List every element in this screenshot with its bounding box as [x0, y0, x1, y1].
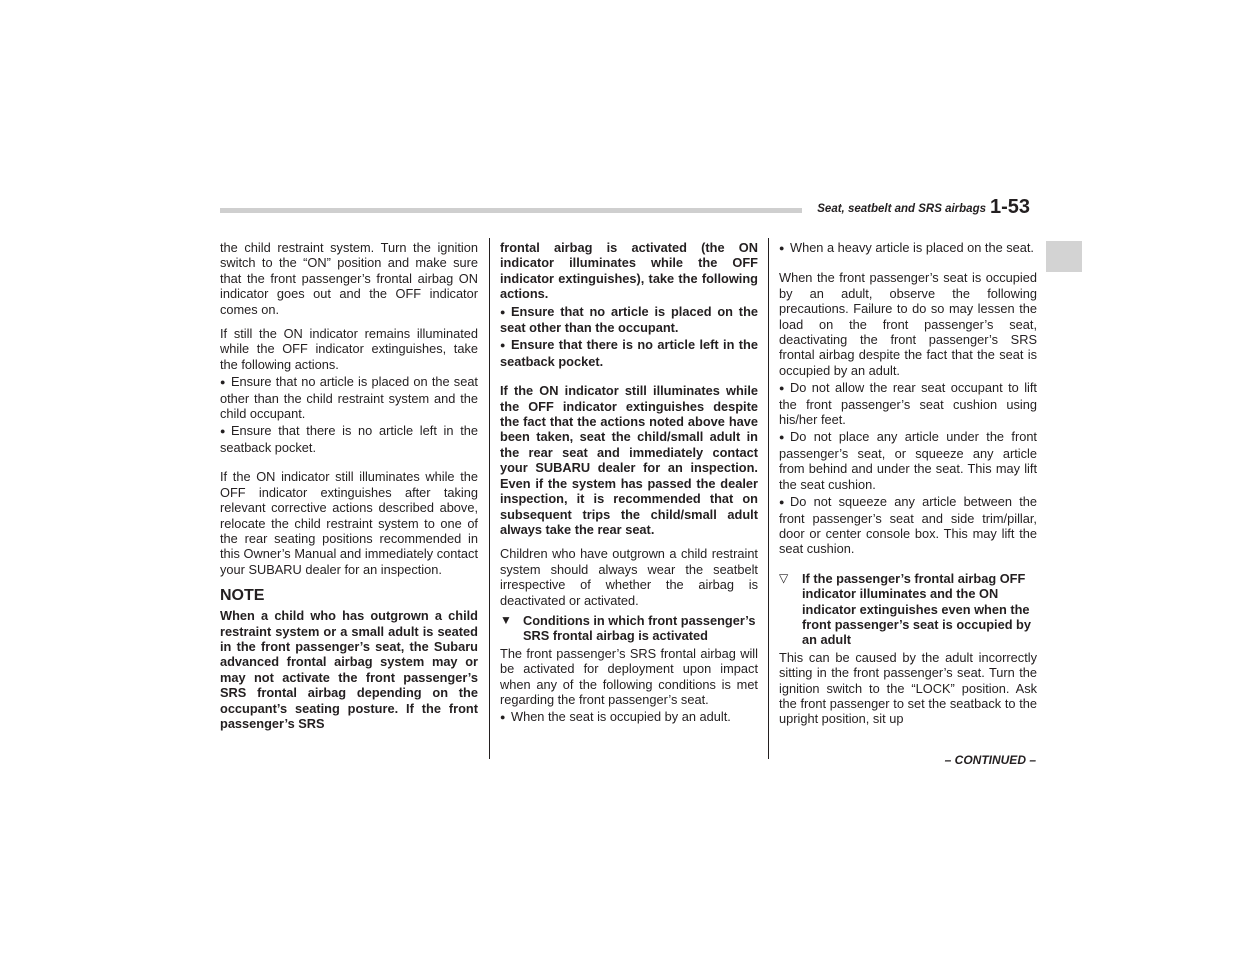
outline-triangle-icon: ▽ — [779, 570, 789, 585]
bullet-item: ● When a heavy article is placed on the seat. — [779, 240, 1034, 255]
bullet-item: ● Do not squeeze any article between the front passenger’s seat and side trim/pillar, door or center console box. This may lift the seat cushion. — [779, 494, 1037, 557]
bullet-item: ● Ensure that no article is placed on the seat other than the child restraint system and the child occupant. — [220, 374, 478, 422]
bullet-item: ● Do not place any article under the front passenger’s seat, or squeeze any article from behind and under the seat. This may lift the seat cushion. — [779, 429, 1037, 492]
column-3 — [779, 240, 1037, 727]
bullet-icon: ● — [779, 243, 785, 253]
header-rule — [220, 208, 802, 213]
paragraph: Children who have outgrown a child restraint system should always wear the seatbelt irrespective of whether the airbag is deactivated or activated. — [500, 546, 758, 608]
bullet-icon: ● — [779, 383, 785, 394]
bullet-icon: ● — [220, 377, 226, 388]
condition-heading: ▽ If the passenger’s frontal airbag OFF indicator illuminates and the ON indicator extinguishes even when the front passenger’s seat is occupied by an adult — [779, 570, 1031, 648]
paragraph: If the ON indicator still illuminates while the OFF indicator extinguishes after taking relevant corrective actions described above, relocate the child restraint system to one of the rear seating positions recommended in this Owner’s Manual and immediately contact your SUBARU dealer for an inspection. — [220, 469, 478, 577]
bullet-item: ● When the seat is occupied by an adult. — [500, 709, 731, 725]
bullet-item: ● Ensure that there is no article left in the seatback pocket. — [500, 337, 758, 369]
paragraph: This can be caused by the adult incorrectly sitting in the front passenger’s seat. Turn the ignition switch to the “LOCK” position. Ask the front passenger to set the seatback to the upright position, sit up — [779, 649, 1037, 727]
page-number: 1-53 — [990, 196, 1031, 218]
bullet-item: ● Do not allow the rear seat occupant to lift the front passenger’s seat cushion using his/her feet. — [779, 380, 1037, 428]
thumb-index-tab — [1046, 241, 1082, 272]
column-divider-1 — [489, 238, 490, 759]
paragraph: If the ON indicator still illuminates while the OFF indicator extinguishes despite the fact that the actions noted above have been taken, seat the child/small adult in the rear seat and immediately contact your SUBARU dealer for an inspection. Even if the system has passed the dealer inspection, it is recommended that on subsequent trips the child/small adult always take the rear seat. — [500, 383, 758, 537]
column-divider-2 — [768, 238, 769, 759]
bullet-icon: ● — [500, 340, 506, 351]
column-1 — [220, 240, 478, 731]
bullet-icon: ● — [779, 497, 785, 508]
bullet-icon: ● — [779, 432, 785, 443]
section-title: Seat, seatbelt and SRS airbags — [817, 203, 986, 215]
bullet-icon: ● — [500, 306, 506, 317]
paragraph: When the front passenger’s seat is occupied by an adult, observe the following precautions. Failure to do so may lessen the load on the front passenger’s seat, deactivating the front passenger’s SRS frontal airbag despite the fact that the seat is occupied by an adult. — [779, 270, 1037, 378]
paragraph: frontal airbag is activated (the ON indicator illuminates while the OFF indicator extinguishes), take the following actions. — [500, 240, 758, 302]
bullet-icon: ● — [220, 426, 226, 437]
column-2 — [500, 240, 758, 726]
note-text: When a child who has outgrown a child restraint system or a small adult is seated in the front passenger’s seat, the Subaru advanced frontal airbag system may or may not activate the front passenger’s SRS frontal airbag depending on the occupant’s seating posture. If the front passenger’s SRS — [220, 608, 478, 731]
paragraph: The front passenger’s SRS frontal airbag will be activated for deployment upon impact when any of the following conditions is met regarding the front passenger’s seat. — [500, 645, 758, 707]
filled-triangle-icon: ▼ — [500, 612, 512, 627]
paragraph: the child restraint system. Turn the ignition switch to the “ON” position and make sure that the front passenger’s frontal airbag ON indicator goes out and the OFF indicator comes on. — [220, 240, 478, 317]
bullet-icon: ● — [500, 712, 506, 723]
condition-heading: ▼ Conditions in which front passenger’s SRS frontal airbag is activated — [500, 612, 756, 644]
bullet-item: ● Ensure that there is no article left in the seatback pocket. — [220, 423, 478, 455]
paragraph: If still the ON indicator remains illuminated while the OFF indicator extinguishes, take the following actions. — [220, 326, 478, 372]
note-heading: NOTE — [220, 587, 265, 605]
continued-marker: – CONTINUED – — [944, 753, 1036, 767]
bullet-item: ● Ensure that no article is placed on the seat other than the occupant. — [500, 303, 758, 336]
